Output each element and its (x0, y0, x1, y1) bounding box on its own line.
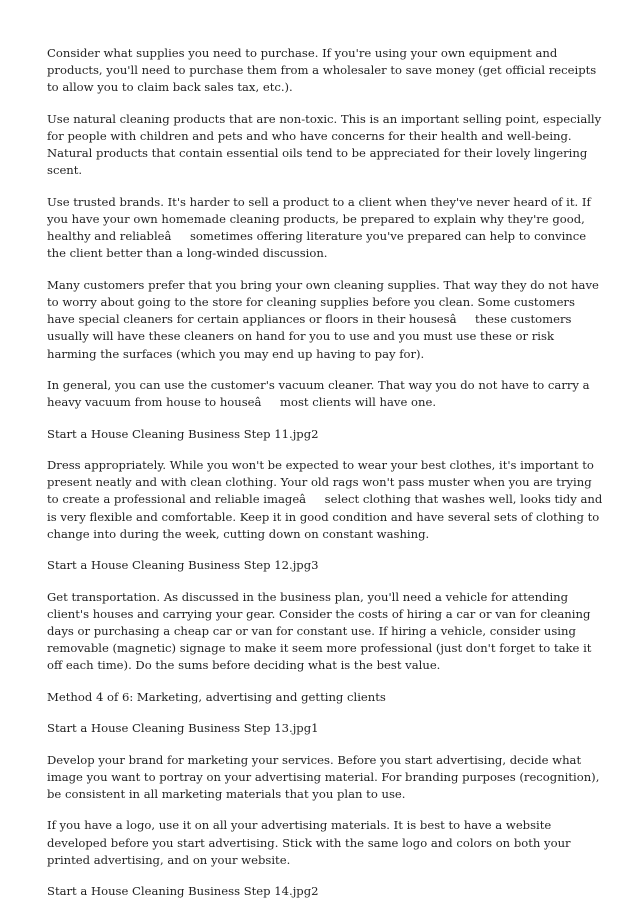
paragraph-own-supplies: Many customers prefer that you bring your own cleaning supplies. That way they do not have to worry about going to the store for cleaning supplies before you clean. Some customers have special cleaners for certain appliances or floors in their housesâthese customers usually will have these cleaners on hand for you to use and you must use these or risk harming the surfaces (which you may end up having to pay for). (47, 277, 599, 361)
paragraph-brand: Develop your brand for marketing your services. Before you start advertising, decide what image you want to portray on your advertising material. For branding purposes (recognition), be consistent in all marketing materials that you plan to use. (47, 752, 600, 801)
paragraph-trusted-brands: Use trusted brands. It's harder to sell a product to a client when they've never heard of it. If you have your own homemade cleaning products, be prepared to explain why they're good, healthy and reliableâsometimes offering literature you've prepared can help to convince the client better than a long-winded discussion. (47, 194, 591, 261)
paragraph-logo: If you have a logo, use it on all your advertising materials. It is best to have a website developed before you start advertising. Stick with the same logo and colors on both your printed advertising, and on your website. (47, 818, 571, 867)
image-caption-step-11: Start a House Cleaning Business Step 11.jpg2 (47, 426, 319, 441)
paragraph-transportation: Get transportation. As discussed in the business plan, you'll need a vehicle for attending client's houses and carrying your gear. Consider the costs of hiring a car or van for cleaning days or purchasing a cheap car or van for constant use. If hiring a vehicle, consider using removable (magnetic) signage to make it seem more professional (just don't forget to take it off each time). Do the sums before deciding what is the best value. (47, 589, 592, 673)
paragraph-dress: Dress appropriately. While you won't be expected to wear your best clothes, it's important to present neatly and with clean clothing. Your old rags won't pass muster when you are trying to create a professional and reliable imageâselect clothing that washes well, looks tidy and is very flexible and comfortable. Keep it in good condition and have several sets of clothing to change into during the week, cutting down on constant washing. (47, 457, 603, 541)
image-caption-step-14: Start a House Cleaning Business Step 14.jpg2 (47, 884, 319, 899)
image-caption-step-13: Start a House Cleaning Business Step 13.jpg1 (47, 721, 319, 736)
paragraph-supplies: Consider what supplies you need to purchase. If you're using your own equipment and products, you'll need to purchase them from a wholesaler to save money (get official receipts to allow you to claim back sales tax, etc.). (47, 46, 597, 95)
paragraph-natural-products: Use natural cleaning products that are non-toxic. This is an important selling point, especially for people with children and pets and who have concerns for their health and well-being. Natural products that contain essential oils tend to be appreciated for their lovely lingering scent. (47, 111, 602, 178)
section-heading-method-4: Method 4 of 6: Marketing, advertising and getting clients (47, 689, 386, 704)
paragraph-vacuum: In general, you can use the customer's vacuum cleaner. That way you do not have to carry a heavy vacuum from house to houseâmost clients will have one. (47, 378, 590, 410)
document-body (47, 45, 603, 915)
image-caption-step-12: Start a House Cleaning Business Step 12.jpg3 (47, 558, 319, 573)
